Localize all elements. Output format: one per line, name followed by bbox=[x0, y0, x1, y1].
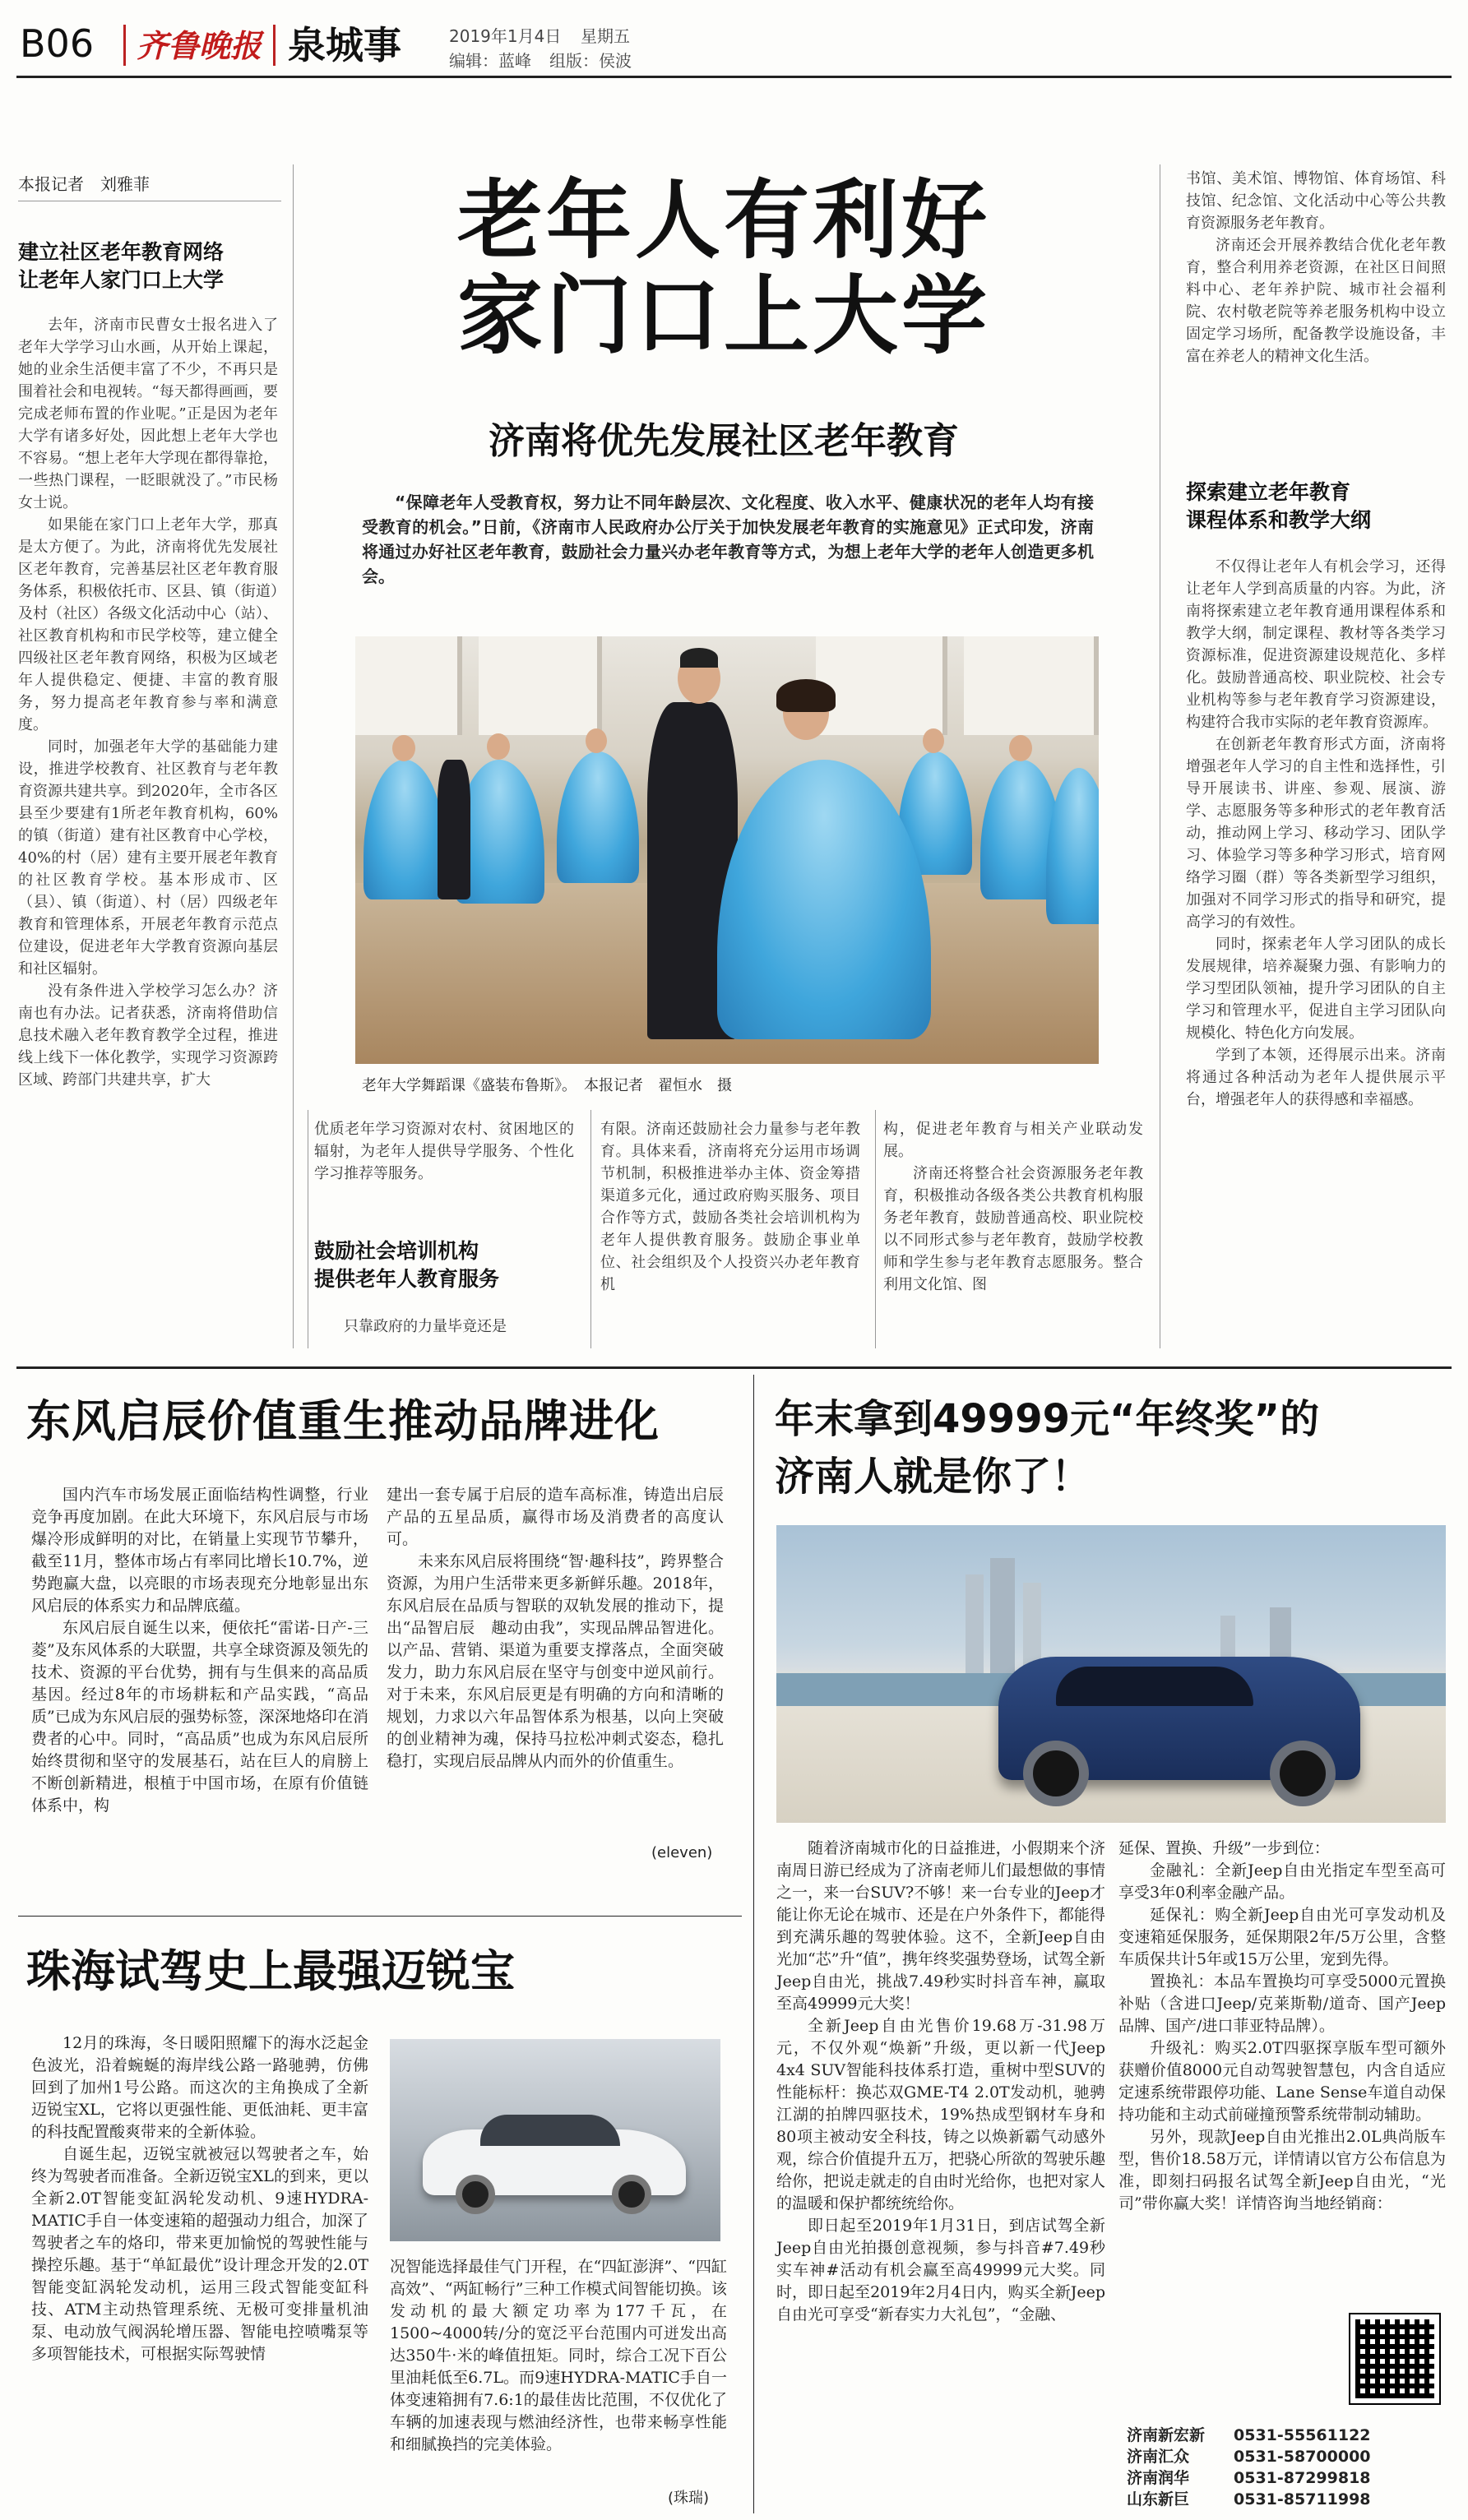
paragraph: 不仅得让老年人有机会学习，还得让老年人学到高质量的内容。为此，济南将探索建立老年教育通用课程体系和教学大纲，制定课程、教材等各类学习资源标准，促进资源建设规范化、多样化。鼓励普通高校、职业院校、社会专业机构等参与老年教育学习资源建设，构建符合我市实际的老年教育资源库。 bbox=[1186, 558, 1446, 731]
masthead-date: 2019年1月4日 bbox=[449, 26, 562, 46]
jeep-suv-photo bbox=[776, 1525, 1446, 1823]
ad-section-rule bbox=[16, 1366, 1452, 1369]
jeep-headline-2: 济南人就是你了！ bbox=[775, 1454, 1091, 1500]
zhuhai-col1 bbox=[31, 2032, 368, 2365]
masthead-weekday: 星期五 bbox=[581, 26, 630, 46]
paragraph: 置换礼：本品车置换均可享受5000元置换补贴（含进口Jeep/克莱斯勒/道奇、国产Jeep品牌、国产/进口菲亚特品牌）。 bbox=[1118, 1972, 1446, 2035]
column-rule bbox=[293, 164, 294, 1348]
dongfeng-col1 bbox=[31, 1484, 368, 1817]
main-headline bbox=[354, 170, 1094, 366]
paragraph: 升级礼：购买2.0T四驱探享版车型可额外获赠价值8000元自动驾驶智慧包，内含自适应定速系统带跟停功能、Lane Sense车道自动保持功能和主动式前碰撞预警系统带制动辅助。 bbox=[1118, 2039, 1446, 2124]
main-right-col-bottom bbox=[1186, 556, 1446, 1111]
paragraph: 没有条件进入学校学习怎么办？济南也有办法。记者获悉，济南将借助信息技术融入老年教育教学全过程，推进线上线下一体化教学，实现学习资源跨区域、跨部门共建共享，扩大 bbox=[18, 983, 278, 1089]
paragraph: 况智能选择最佳气门开程，在“四缸澎湃”、“四缸高效”、“两缸畅行”三种工作模式间智能切换。该发动机的最大额定功率为177千瓦，在1500~4000转/分的宽泛平台范围内可迸发出高达350牛·米的峰值扭矩。同时，综合工况下百公里油耗低至6.7L。而9速HYDRA-MATIC手自一体变速箱拥有7.6:1的最佳齿比范围，不仅优化了车辆的加速表现与燃油经济性，也带来畅享性能和细腻换挡的完美体验。 bbox=[390, 2258, 727, 2453]
paragraph: 去年，济南市民曹女士报名进入了老年大学学习山水画，从开始上课起，她的业余生活便丰富了不少，不再只是围着社会和电视转。“每天都得画画，要完成老师布置的作业呢。”正是因为老年大学有诸多好处，因此想上老年大学也不容易。“想上老年大学现在都得靠抢，一些热门课程，一眨眼就没了。”市民杨女士说。 bbox=[18, 317, 278, 511]
zhuhai-signature: (珠瑞) bbox=[668, 2490, 710, 2507]
paragraph: 优质老年学习资源对农村、贫困地区的辐射，为老年人提供导学服务、个性化学习推荐等服务。 bbox=[314, 1121, 574, 1182]
paragraph: 书馆、美术馆、博物馆、体育场馆、科技馆、纪念馆、文化活动中心等公共教育资源服务老年教育。 bbox=[1186, 170, 1446, 232]
zhuhai-headline: 珠海试驾史上最强迈锐宝 bbox=[26, 1945, 515, 1997]
paragraph: 延保、置换、升级”一步到位： bbox=[1118, 1839, 1330, 1857]
paragraph: 延保礼：购全新Jeep自由光可享发动机及变速箱延保服务，延保期限2年/5万公里，含整车质保共计5年或15万公里，宠到先得。 bbox=[1118, 1906, 1446, 1968]
jeep-col2 bbox=[1118, 1838, 1446, 2215]
female-dancer bbox=[717, 760, 931, 1039]
sedan-photo bbox=[390, 2039, 720, 2241]
paragraph: 构，促进老年教育与相关产业联动发展。 bbox=[883, 1121, 1143, 1160]
ad-column-rule bbox=[753, 1375, 754, 2513]
dongfeng-col2 bbox=[387, 1484, 724, 1773]
column-rule bbox=[590, 1110, 591, 1348]
dealer-row bbox=[1127, 2467, 1447, 2489]
paragraph: 只靠政府的力量毕竟还是 bbox=[344, 1318, 507, 1335]
newspaper-logo: 齐鲁晚报 bbox=[137, 27, 262, 64]
paragraph: 济南还会开展养教结合优化老年教育，整合利用养老资源，在社区日间照料中心、老年养护院、城市社会福利院、农村敬老院等养老服务机构中设立固定学习场所，配备教学设施设备，丰富在养老人的精神文化生活。 bbox=[1186, 237, 1446, 365]
dealer-name: 济南润华 bbox=[1127, 2469, 1190, 2487]
dealer-row bbox=[1127, 2446, 1447, 2467]
paragraph: 如果能在家门口上老年大学，那真是太方便了。为此，济南将优先发展社区老年教育，完善基层社区老年教育服务体系，积极依托市、区县、镇（街道）及村（社区）各级文化活动中心（站）、社区教育机构和市民学校等，建立健全四级社区老年教育网络，积极为区域老年人提供稳定、便捷、丰富的教育服务，努力提高老年教育参与率和满意度。 bbox=[18, 516, 278, 733]
dealer-name: 山东新巨 bbox=[1127, 2490, 1190, 2508]
dealer-phone: 0531-85711998 bbox=[1234, 2490, 1371, 2508]
jeep-headline-1: 年末拿到49999元“年终奖”的 bbox=[775, 1396, 1320, 1442]
byline: 本报记者 刘雅菲 bbox=[18, 174, 150, 194]
paragraph: 自诞生起，迈锐宝就被冠以驾驶者之车，始终为驾驶者而准备。全新迈锐宝XL的到来，更以全新2.0T智能变缸涡轮发动机、9速HYDRA-MATIC手自一体变速箱的超强动力组合，加深了驾驶者之车的烙印，带来更加愉悦的驾驶性能与操控乐趣。基于“单缸最优”设计理念开发的2.0T智能变缸涡轮发动机，运用三段式智能变缸科技、ATM主动热管理系统、无极可变排量机油泵、电动放气阀涡轮增压器、智能电控喷嘴泵等多项智能技术，可根据实际驾驶情 bbox=[31, 2145, 368, 2363]
lead-paragraph: “保障老年人受教育权，努力让不同年龄层次、文化程度、收入水平、健康状况的老年人均有接受教育的机会。”日前，《济南市人民政府办公厅关于加快发展老年教育的实施意见》正式印发，济南将通过办好社区老年教育，鼓励社会力量兴办老年教育等方式，为想上老年大学的老年人创造更多机会。 bbox=[362, 492, 1094, 586]
paragraph: 未来东风启辰将围绕“智·趣科技”，跨界整合资源，为用户生活带来更多新鲜乐趣。2018年，东风启辰在品质与智联的双轨发展的推动下，提出“品智启辰 趣动由我”，实现品牌品智进化。以产品、营销、渠道为重要支撑落点，全面突破发力，助力东风启辰在坚守与创变中逆风前行。对于未来，东风启辰更是有明确的方向和清晰的规划，力求以六年品智体系为根基，以向上突破的创业精神为魂，保持马拉松冲刺式姿态，稳扎稳打，实现启辰品牌从内而外的价值重生。 bbox=[387, 1552, 724, 1770]
headline-line-1: 老年人有利好 bbox=[456, 170, 990, 270]
dealer-phone: 0531-87299818 bbox=[1234, 2469, 1371, 2487]
subheadline: 济南将优先发展社区老年教育 bbox=[489, 420, 959, 462]
main-col1 bbox=[18, 314, 278, 1091]
main-colC bbox=[883, 1118, 1143, 1296]
paragraph: 国内汽车市场发展正面临结构性调整，行业竞争再度加剧。在此大环境下，东风启辰与市场爆冷形成鲜明的对比，在销量上实现节节攀升，截至11月，整体市场占有率同比增长10.7%，逆势跑赢大盘，以亮眼的市场表现充分地彰显出东风启辰的体系实力和品牌底蕴。 bbox=[31, 1486, 368, 1615]
paragraph: 济南还将整合社会资源服务老年教育，积极推动各级各类公共教育机构服务老年教育，鼓励普通高校、职业院校以不同形式参与老年教育，鼓励学校教师和学生参与老年教育志愿服务。整合利用文化馆、图 bbox=[883, 1165, 1143, 1293]
masthead bbox=[0, 0, 1468, 78]
paragraph: 建出一套专属于启辰的造车高标准，铸造出启辰产品的五星品质，赢得市场及消费者的高度认可。 bbox=[387, 1486, 724, 1548]
zhuhai-ad bbox=[18, 1924, 739, 2516]
dealer-row bbox=[1127, 2489, 1447, 2510]
dealer-phone: 0531-55561122 bbox=[1234, 2426, 1371, 2444]
section-name: 泉城事 bbox=[288, 23, 401, 67]
jeep-ad bbox=[765, 1377, 1452, 2516]
masthead-editor: 编辑：蓝峰 bbox=[449, 51, 531, 71]
paragraph: 另外，现款Jeep自由光推出2.0L典尚版车型，售价18.58万元，详情请以官方公布信息为准，即刻扫码报名试驾全新Jeep自由光，“光司”带你赢大奖！详情咨询当地经销商： bbox=[1118, 2128, 1446, 2213]
dealer-row bbox=[1127, 2425, 1447, 2446]
paragraph: 随着济南城市化的日益推进，小假期来个济南周日游已经成为了济南老师儿们最想做的事情之一，来一台SUV?不够！来一台专业的Jeep才能让你无论在城市、还是在户外条件下，都能得到充满乐趣的驾驶体验。这不，全新Jeep自由光加“芯”升“值”，携年终奖强势登场，试驾全新Jeep自由光，挑战7.49秒实时抖音车神，赢取至高49999元大奖！ bbox=[776, 1839, 1105, 2013]
dongfeng-signature: (eleven) bbox=[651, 1844, 713, 1861]
jeep-col1 bbox=[776, 1838, 1105, 2326]
paragraph: 同时，加强老年大学的基础能力建设，推进学校教育、社区教育与老年教育资源共建共享。到2020年，全市各区县至少要建有1所老年教育机构，60%的镇（街道）建有社区教育中心学校，40%的村（居）建有主要开展老年教育的社区教育学校。基本形成市、区（县）、镇（街道）、村（居）四级老年教育和管理体系，开展老年教育示范点位建设，促进老年大学教育资源向基层和社区辐射。 bbox=[18, 738, 278, 978]
dealer-name: 济南新宏新 bbox=[1127, 2426, 1206, 2444]
paragraph: 学到了本领，还得展示出来。济南将通过各种活动为老年人提供展示平台，增强老年人的获得感和幸福感。 bbox=[1186, 1047, 1446, 1108]
column-rule bbox=[875, 1110, 876, 1348]
dealer-name: 济南汇众 bbox=[1127, 2448, 1190, 2466]
page-number: B06 bbox=[20, 21, 95, 66]
dealer-list bbox=[1127, 2425, 1447, 2510]
headline-line-2: 家门口上大学 bbox=[456, 266, 990, 366]
qr-code[interactable] bbox=[1350, 2314, 1439, 2403]
paragraph: 有限。济南还鼓励社会力量参与老年教育。具体来看，济南将充分运用市场调节机制，积极推进举办主体、资金筹措渠道多元化，通过政府购买服务、项目合作等方式，鼓励各类社会培训机构为老年人提供教育服务。鼓励企事业单位、社会组织及个人投资兴办老年教育机 bbox=[600, 1121, 860, 1293]
paragraph: 即日起至2019年1月31日，到店试驾全新Jeep自由光拍摄创意视频，参与抖音#7.49秒实车神#活动有机会赢至高49999元大奖。同时，即日起至2019年2月4日内，购买全新Jeep自由光可享受“新春实力大礼包”，“金融、 bbox=[776, 2217, 1105, 2323]
ad-rule bbox=[18, 1916, 742, 1917]
paragraph: 金融礼：全新Jeep自由光指定车型至高可享受3年0利率金融产品。 bbox=[1118, 1861, 1446, 1902]
paragraph: 同时，探索老年人学习团队的成长发展规律，培养凝聚力强、有影响力的学习型团队领袖，提升学习团队的自主学习和管理水平，促进自主学习团队向规模化、特色化方向发展。 bbox=[1186, 936, 1446, 1042]
masthead-layout: 组版：侯波 bbox=[549, 51, 632, 71]
paragraph: 全新Jeep自由光售价19.68万-31.98万元，不仅外观“焕新”升级，更以新一代Jeep 4x4 SUV智能科技体系打造，重树中型SUV的性能标杆：换芯双GME-T4 2.0T发动机，驰骋江湖的拍牌四驱技术，19%热成型钢材车身和80项主被动安全科技，铸之以焕新霸气动感外观，综合价值提升五万，把骁心所欲的驾驶乐趣给你，把说走就走的自由时光给你，也把对家人的温暖和保护都统统给你。 bbox=[776, 2017, 1105, 2213]
colA-subhead: 鼓励社会培训机构 提供老年人教育服务 bbox=[314, 1239, 500, 1291]
paragraph: 12月的珠海，冬日暖阳照耀下的海水泛起金色波光，沿着蜿蜒的海岸线公路一路驰骋，仿佛回到了加州1号公路。而这次的主角换成了全新迈锐宝XL，它将以更强性能、更低油耗、更丰富的科技配置酸爽带来的全新体验。 bbox=[31, 2034, 368, 2141]
masthead-divider-2 bbox=[273, 25, 276, 66]
main-colA-2 bbox=[314, 1315, 574, 1338]
dealer-phone: 0531-58700000 bbox=[1234, 2448, 1371, 2466]
main-right-col-top bbox=[1186, 168, 1446, 368]
dongfeng-ad bbox=[18, 1377, 739, 1903]
col1-subhead: 建立社区老年教育网络 让老年人家门口上大学 bbox=[18, 240, 225, 292]
masthead-rule bbox=[16, 76, 1452, 78]
photo-caption: 老年大学舞蹈课《盛装布鲁斯》。 本报记者 翟恒水 摄 bbox=[362, 1077, 732, 1094]
main-colA bbox=[314, 1118, 574, 1185]
dance-class-photo bbox=[355, 636, 1099, 1064]
paragraph: 在创新老年教育形式方面，济南将增强老年人学习的自主性和选择性，引导开展读书、讲座、参观、展演、游学、志愿服务等多种形式的老年教育活动，推动网上学习、移动学习、团队学习、体验学习等多种学习形式，培育网络学习圈（群）等各类新型学习组织，加强对不同学习形式的指导和研究，提高学习的有效性。 bbox=[1186, 736, 1446, 931]
paragraph: 东风启辰自诞生以来，便依托“雷诺-日产-三菱”及东风体系的大联盟，共享全球资源及领先的技术、资源的平台优势，拥有与生俱来的高品质基因。经过8年的市场耕耘和产品实践，“高品质”已成为东风启辰的强势标签，深深地烙印在消费者的心中。同时，“高品质”也成为东风启辰所始终贯彻和坚守的发展基石，站在巨人的肩膀上不断创新精进，根植于中国市场，在原有价值链体系中，构 bbox=[31, 1619, 368, 1815]
main-colB bbox=[600, 1118, 860, 1296]
dongfeng-headline: 东风启辰价值重生推动品牌进化 bbox=[26, 1395, 660, 1447]
right-subhead: 探索建立老年教育 课程体系和教学大纲 bbox=[1186, 480, 1372, 532]
masthead-divider bbox=[123, 25, 126, 66]
zhuhai-col2 bbox=[390, 2256, 727, 2456]
